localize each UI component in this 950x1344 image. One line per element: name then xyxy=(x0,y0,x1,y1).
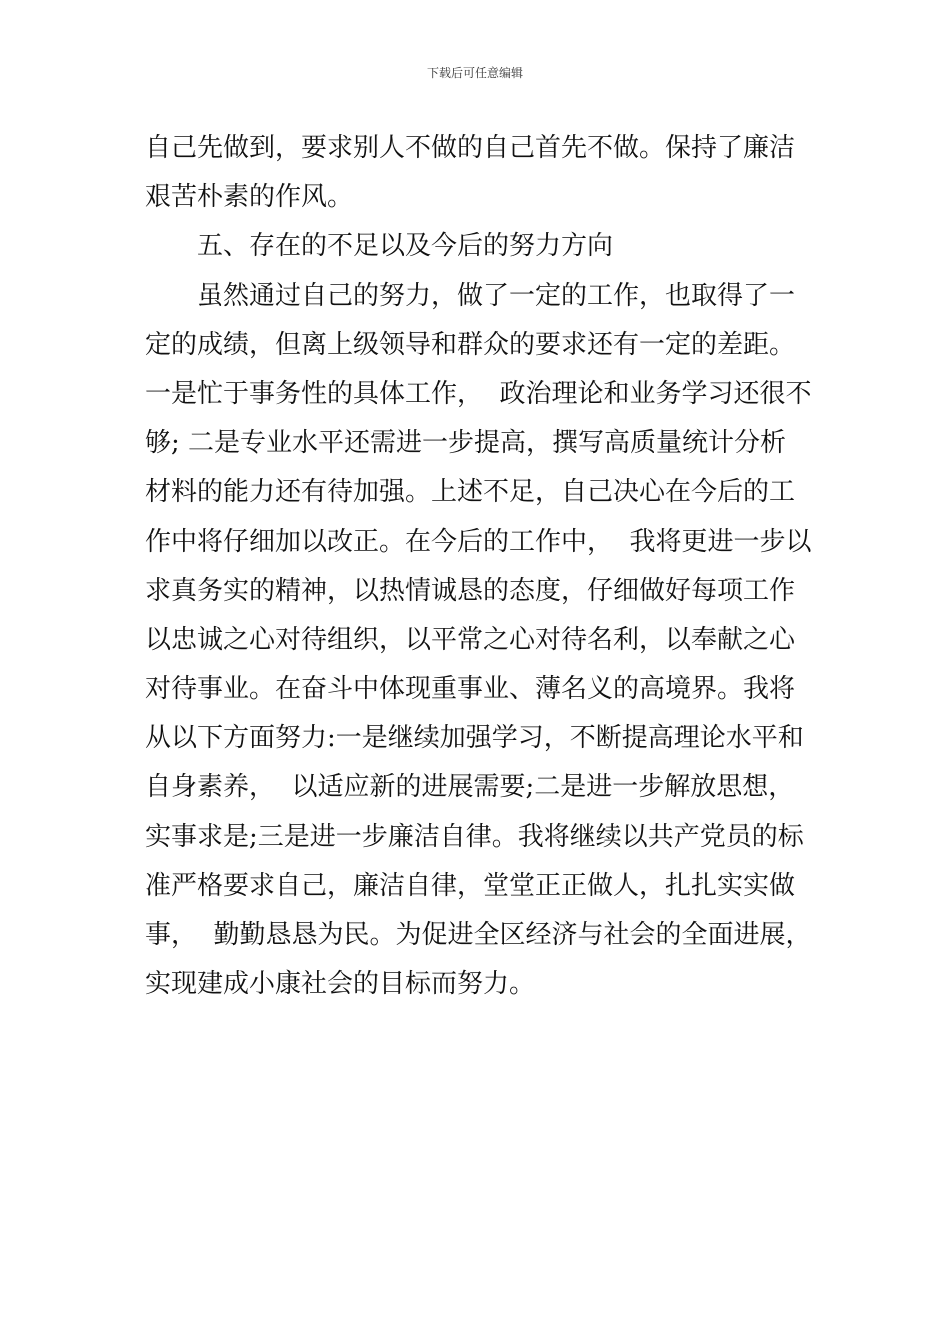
body-line: 作中将仔细加以改正。在今后的工作中， 我将更进一步以 xyxy=(145,526,812,557)
body-line: 够; 二是专业水平还需进一步提高，撰写高质量统计分析 xyxy=(145,428,787,459)
body-line: 自己先做到，要求别人不做的自己首先不做。保持了廉洁 xyxy=(145,133,796,163)
body-line: 以忠诚之心对待组织，以平常之心对待名利，以奉献之心 xyxy=(145,624,796,655)
body-line: 一是忙于事务性的具体工作， 政治理论和业务学习还很不 xyxy=(145,378,812,409)
body-line: 对待事业。在奋斗中体现重事业、薄名义的高境界。我将 xyxy=(145,674,796,705)
body-line: 求真务实的精神，以热情诚恳的态度，仔细做好每项工作 xyxy=(145,575,796,606)
section-heading: 五、存在的不足以及今后的努力方向 xyxy=(197,231,614,262)
body-line: 准严格要求自己，廉洁自律，堂堂正正做人，扎扎实实做 xyxy=(145,870,796,901)
document-body xyxy=(145,124,815,1009)
paragraph-first-line: 虽然通过自己的努力，做了一定的工作，也取得了一 xyxy=(197,280,796,311)
body-line: 事， 勤勤恳恳为民。为促进全区经济与社会的全面进展， xyxy=(145,920,812,950)
body-line: 实事求是;三是进一步廉洁自律。我将继续以共产党员的标 xyxy=(145,821,804,852)
page-header: 下载后可任意编辑 xyxy=(426,66,523,80)
body-line: 从以下方面努力:一是继续加强学习，不断提高理论水平和 xyxy=(145,723,804,754)
body-line: 艰苦朴素的作风。 xyxy=(145,182,354,213)
body-line: 实现建成小康社会的目标而努力。 xyxy=(145,969,536,1000)
body-line: 定的成绩，但离上级领导和群众的要求还有一定的差距。 xyxy=(145,329,796,360)
body-line: 自身素养， 以适应新的进展需要;二是进一步解放思想， xyxy=(145,772,795,803)
body-line: 材料的能力还有待加强。上述不足，自己决心在今后的工 xyxy=(145,477,796,508)
